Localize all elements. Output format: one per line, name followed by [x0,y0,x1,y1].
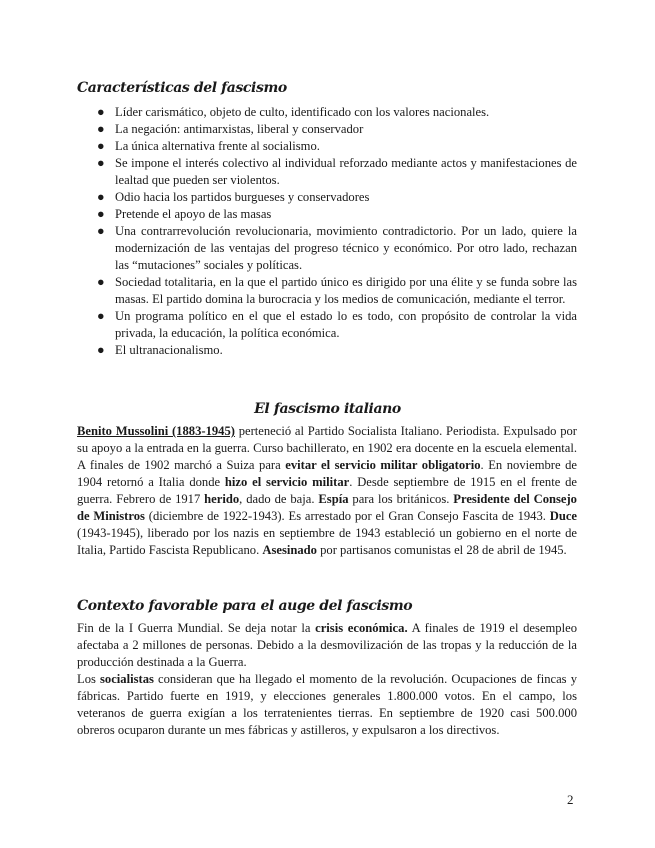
bullet-icon: ● [97,309,105,323]
list-item: ● Sociedad totalitaria, en la que el partido único es dirigido por una élite y se funda sobre las masas. El partido domina la burocracia y los medios de comunicación, mediante el terror. [97,275,577,306]
emphasis: herido [204,492,240,506]
list-item: ● La única alternativa frente al socialismo. [97,139,320,153]
bullet-icon: ● [97,156,105,170]
list-item: ● El ultranacionalismo. [97,343,223,357]
emphasis: hizo el servicio militar [224,475,350,489]
emphasis: Asesinado [262,543,317,557]
list-item: ● Se impone el interés colectivo al individual reforzado mediante actos y manifestaciones de lealtad que pueden ser violentos. [97,156,577,187]
bullet-icon: ● [97,343,105,357]
list-item: ● Una contrarrevolución revolucionaria, movimiento contradictorio. Por un lado, quiere la modernización de las ventajas del progreso técnico y económico. Por otro lado, rechazan las “mutaciones” sociales y políticas. [97,224,577,272]
bullet-icon: ● [97,105,105,119]
emphasis: socialistas [100,672,154,686]
bullet-icon: ● [97,275,105,289]
list-item: ● Odio hacia los partidos burgueses y conservadores [97,190,370,204]
emphasis: evitar el servicio militar obligatorio [285,458,481,472]
list-item: ● Pretende el apoyo de las masas [97,207,272,221]
bullet-list-caracteristicas [77,104,577,359]
list-item: ● Un programa político en el que el estado lo es todo, con propósito de controlar la vida privada, la educación, la política económica. [97,309,577,340]
emphasis: Presidente del Consejo de Ministros [77,492,577,523]
emphasis: Duce [549,509,577,523]
bullet-icon: ● [97,139,105,153]
paragraph-contexto-1: Fin de la I Guerra Mundial. Se deja notar la crisis económica. A finales de 1919 el desempleo afectaba a 2 millones de personas. Debido a la desmovilización de las tropas y la reducción de la producción destinada a la Guerra. [77,621,577,669]
section-title-caracteristicas: Características del fascismo [77,80,287,96]
section-title-contexto: Contexto favorable para el auge del fascismo [77,598,413,614]
page-number: 2 [567,792,574,807]
emphasis: crisis económica. [315,621,408,635]
list-item: ● Líder carismático, objeto de culto, identificado con los valores nacionales. [97,105,490,119]
bullet-icon: ● [97,207,105,221]
emphasis: Espía [318,492,349,506]
bullet-icon: ● [97,224,105,238]
bullet-icon: ● [97,122,105,136]
section-title-fascismo-italiano: El fascismo italiano [254,401,401,417]
bullet-icon: ● [97,190,105,204]
list-item: ● La negación: antimarxistas, liberal y conservador [97,122,364,136]
paragraph-mussolini: Benito Mussolini (1883-1945) perteneció al Partido Socialista Italiano. Periodista. Expulsado por su apoyo a la entrada en la guerra. Curso bachillerato, en 1902 era docente en la escuela elemental. A finales de 1902 marchó a Suiza para evitar el servicio militar obligatorio. En noviembre de 1904 retornó a Italia donde hizo el servicio militar. Desde septiembre de 1915 en el frente de guerra. Febrero de 1917 herido, dado de baja. Espía para los británicos. Presidente del Consejo de Ministros (diciembre de 1922-1943). Es arrestado por el Gran Consejo Fascita de 1943. Duce (1943-1945), liberado por los nazis en septiembre de 1943 estableció un gobierno en el norte de Italia, Partido Fascista Republicano. Asesinado por partisanos comunistas el 28 de abril de 1945. [77,424,578,557]
mussolini-name: Benito Mussolini (1883-1945) [77,424,235,438]
paragraph-contexto-2: Los socialistas consideran que ha llegado el momento de la revolución. Ocupaciones de fincas y fábricas. Partido fuerte en 1919, y elecciones generales 1.800.000 votos. En el campo, los veteranos de guerra exigían a los terratenientes tierras. En septiembre de 1920 casi 500.000 obreros ocuparon durante un mes fábricas y astilleros, y expulsaron a los directivos. [77,672,577,737]
